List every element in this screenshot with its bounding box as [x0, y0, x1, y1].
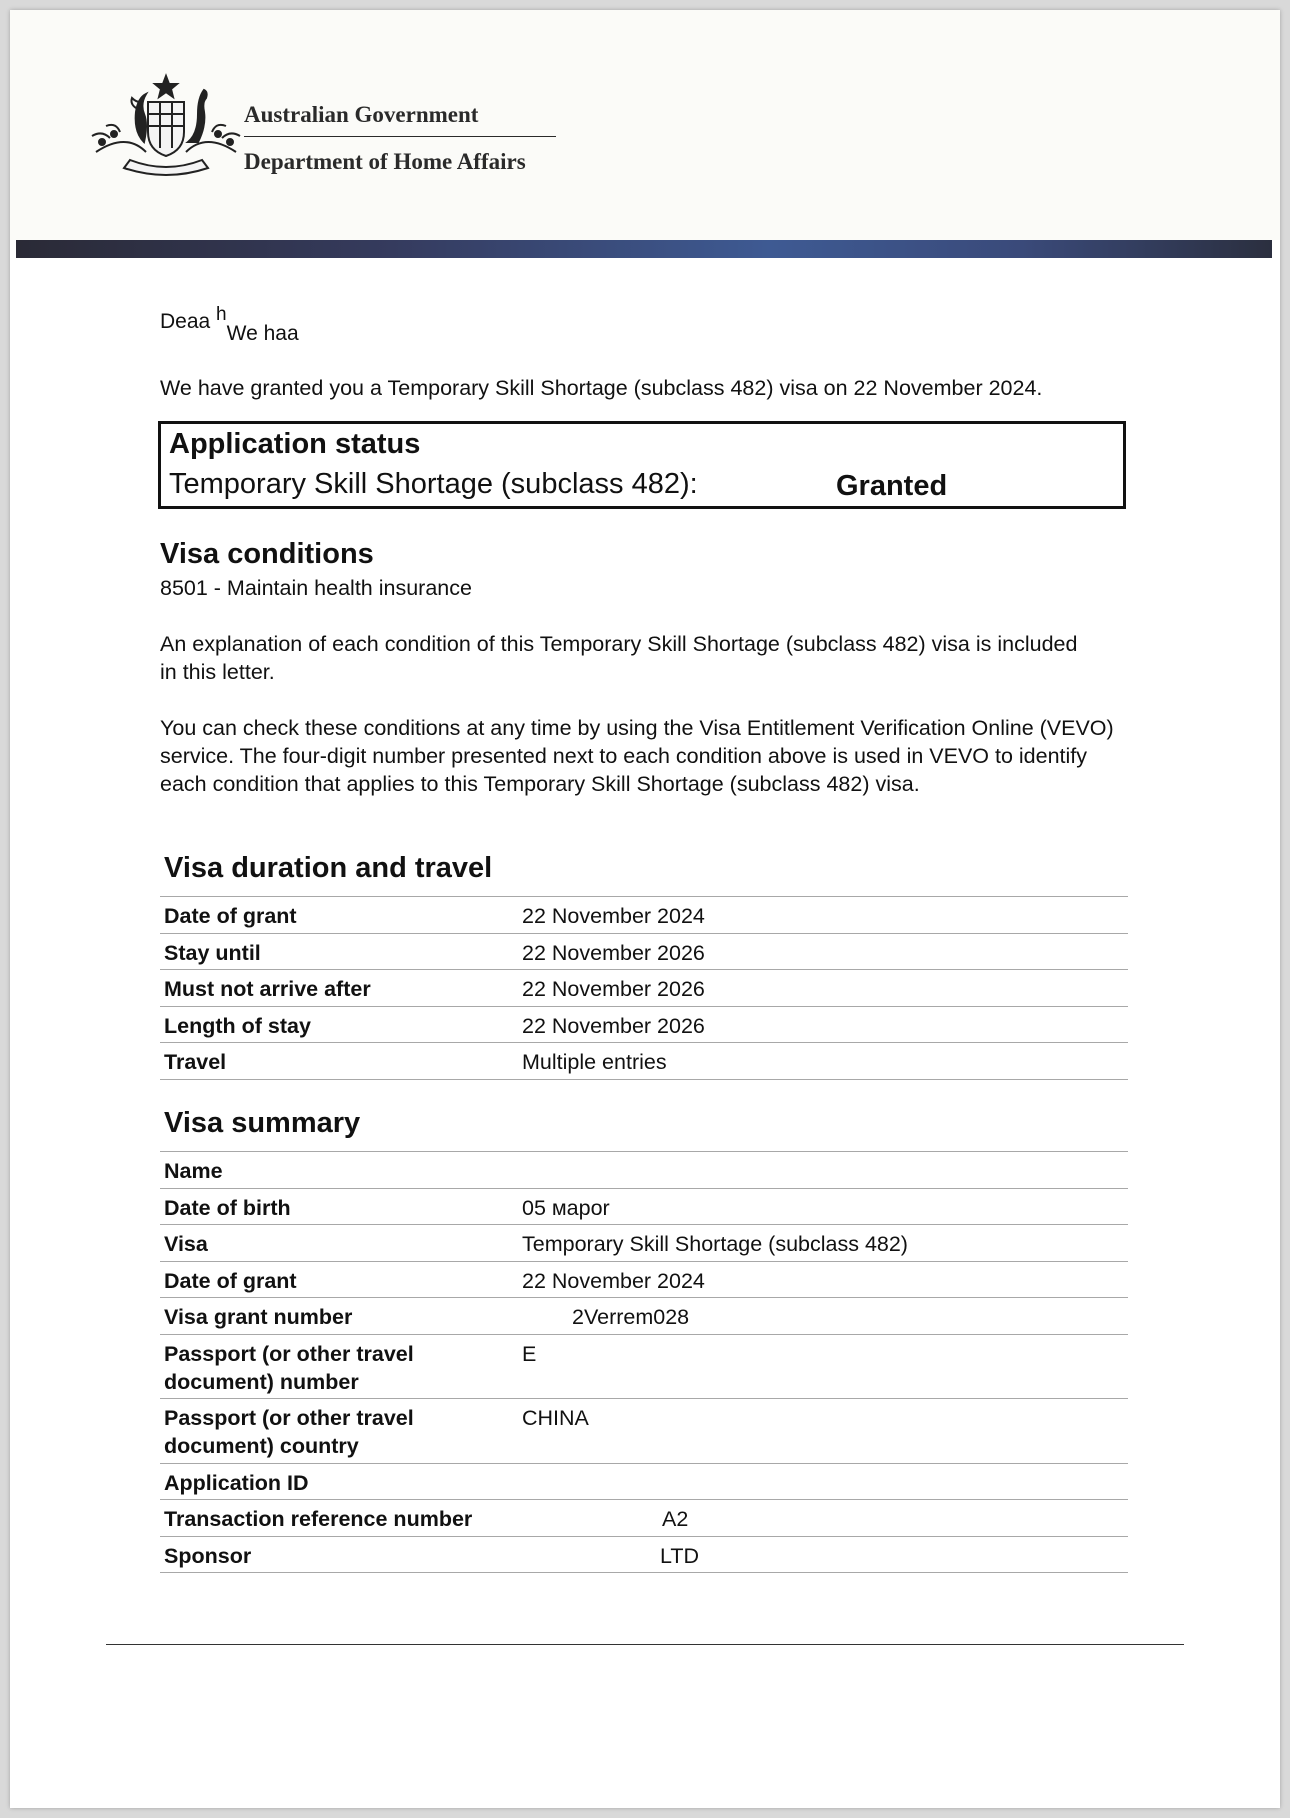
row-value: Temporary Skill Shortage (subclass 482)	[522, 1232, 908, 1256]
conditions-explanation: An explanation of each condition of this Temporary Skill Shortage (subclass 482) visa is included in this letter.	[160, 632, 1078, 684]
row-key: Transaction reference number	[164, 1507, 473, 1531]
coat-of-arms-icon	[86, 72, 246, 192]
table-row	[160, 1335, 1128, 1400]
row-value: Multiple entries	[522, 1050, 667, 1074]
row-value: 05 мapor	[522, 1195, 610, 1220]
department-name: Department of Home Affairs	[244, 149, 526, 174]
footer-divider	[106, 1644, 1184, 1645]
status-label: Temporary Skill Shortage (subclass 482):	[169, 468, 698, 500]
row-value: LTD	[660, 1543, 700, 1568]
row-key: Date of grant	[164, 904, 297, 928]
row-key: Visa	[164, 1232, 208, 1256]
visa-duration-heading: Visa duration and travel	[164, 852, 493, 884]
letter-page	[10, 10, 1280, 1808]
condition-item: 8501 - Maintain health insurance	[160, 576, 472, 600]
header-color-band	[16, 240, 1272, 258]
table-row	[160, 1152, 1128, 1189]
status-value: Granted	[836, 470, 948, 502]
table-row	[160, 934, 1128, 971]
row-key: Travel	[164, 1050, 227, 1074]
table-row	[160, 1537, 1128, 1574]
salutation-overlap: We haa	[226, 322, 299, 345]
row-key: Name	[164, 1159, 223, 1183]
visa-conditions-heading: Visa conditions	[160, 538, 374, 570]
row-value: 2Verrem028	[572, 1305, 690, 1329]
row-key: Sponsor	[164, 1543, 252, 1568]
visa-summary-heading: Visa summary	[164, 1107, 361, 1139]
row-key: Passport (or other travel document) number	[164, 1341, 414, 1394]
row-key: Date of birth	[164, 1195, 291, 1220]
table-row	[160, 1043, 1128, 1080]
visa-duration-table	[160, 896, 1128, 1080]
application-status-box	[158, 421, 1126, 509]
row-value: 22 November 2024	[522, 904, 705, 928]
table-row	[160, 1298, 1128, 1335]
table-row	[160, 897, 1128, 934]
row-value: 22 November 2026	[522, 940, 705, 965]
government-name: Australian Government	[244, 102, 556, 137]
row-key: Date of grant	[164, 1268, 297, 1293]
row-key: Application ID	[164, 1470, 309, 1495]
table-row	[160, 1399, 1128, 1464]
salutation-sup: h	[216, 304, 227, 325]
status-title: Application status	[169, 428, 421, 460]
row-value: 22 November 2026	[522, 1013, 705, 1038]
row-value: CHINA	[522, 1406, 589, 1430]
table-row	[160, 1007, 1128, 1044]
row-value: 22 November 2024	[522, 1268, 705, 1293]
row-key: Length of stay	[164, 1013, 311, 1038]
salutation	[160, 304, 299, 345]
government-heading	[244, 102, 556, 175]
row-key: Must not arrive after	[164, 977, 371, 1001]
table-row	[160, 1262, 1128, 1299]
vevo-explanation: You can check these conditions at any time by using the Visa Entitlement Verification Online (VEVO) service. The four-digit number presented next to each condition above is used in VEVO to identify each condition that applies to this Temporary Skill Shortage (subclass 482) visa.	[160, 716, 1114, 796]
granted-line: We have granted you a Temporary Skill Shortage (subclass 482) visa on 22 November 2024.	[160, 376, 1043, 400]
row-value: E	[522, 1341, 537, 1366]
table-row	[160, 970, 1128, 1007]
row-key: Visa grant number	[164, 1305, 353, 1329]
row-value: 22 November 2026	[522, 977, 705, 1001]
table-row	[160, 1464, 1128, 1501]
row-value: A2	[662, 1507, 689, 1531]
table-row	[160, 1225, 1128, 1262]
visa-summary-table	[160, 1151, 1128, 1573]
row-key: Stay until	[164, 940, 261, 965]
table-row	[160, 1500, 1128, 1537]
salutation-text: Deaa	[160, 310, 211, 333]
letter-header	[10, 10, 1280, 240]
table-row	[160, 1189, 1128, 1226]
row-key: Passport (or other travel document) country	[164, 1406, 414, 1458]
